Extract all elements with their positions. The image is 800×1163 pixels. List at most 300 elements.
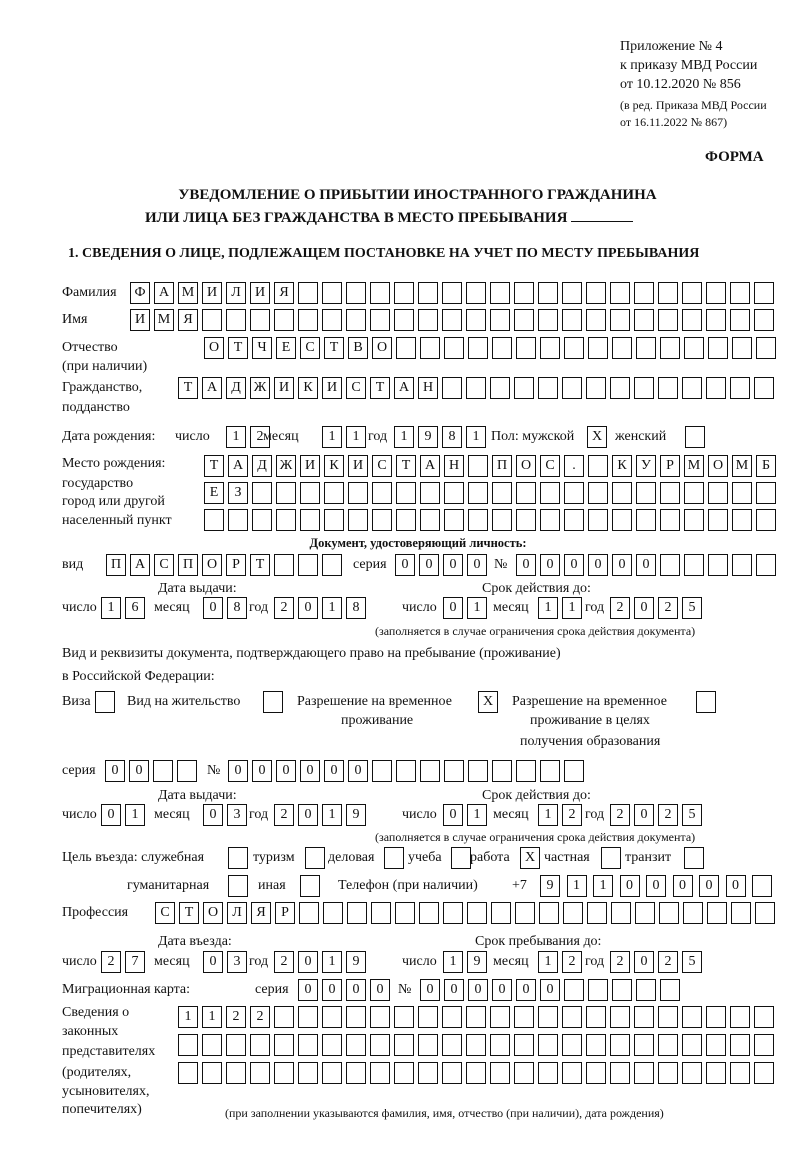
cell-profession[interactable]: Я — [251, 902, 271, 924]
cell-reps-3[interactable] — [538, 1062, 558, 1084]
cell-reps-2[interactable] — [538, 1034, 558, 1056]
cell-name[interactable] — [370, 309, 390, 331]
cell-stay-year[interactable]: 0 — [634, 951, 654, 973]
cell-reps-1[interactable] — [730, 1006, 750, 1028]
cell-doc-number[interactable] — [732, 554, 752, 576]
cell-birthplace-2[interactable] — [516, 482, 536, 504]
cell-name[interactable] — [346, 309, 366, 331]
cell-entry-year[interactable]: 0 — [298, 951, 318, 973]
cell-reps-2[interactable] — [226, 1034, 246, 1056]
cell-surname[interactable] — [730, 282, 750, 304]
cell-citizenship[interactable] — [466, 377, 486, 399]
cell-stay-year[interactable]: 5 — [682, 951, 702, 973]
cell-surname[interactable] — [346, 282, 366, 304]
checkbox-purpose-humanitarian[interactable] — [228, 875, 248, 897]
cell-reps-2[interactable] — [562, 1034, 582, 1056]
cell-reps-1[interactable] — [274, 1006, 294, 1028]
cell-patronymic[interactable] — [612, 337, 632, 359]
cell-stay-day[interactable]: 9 — [467, 951, 487, 973]
cell-doc-number[interactable]: 0 — [588, 554, 608, 576]
cell-patronymic[interactable] — [468, 337, 488, 359]
cell-birth-year[interactable]: 8 — [442, 426, 462, 448]
cell-name[interactable] — [706, 309, 726, 331]
cell-reps-3[interactable] — [754, 1062, 774, 1084]
cell-doc-type[interactable]: А — [130, 554, 150, 576]
cell-reps-3[interactable] — [466, 1062, 486, 1084]
cell-citizenship[interactable] — [586, 377, 606, 399]
cell-birthplace-2[interactable] — [468, 482, 488, 504]
cell-reps-2[interactable] — [466, 1034, 486, 1056]
cell-name[interactable] — [658, 309, 678, 331]
cell-birthplace-1[interactable]: Ж — [276, 455, 296, 477]
cell-permit-valid-month[interactable]: 1 — [538, 804, 558, 826]
cell-permit-valid-year[interactable]: 5 — [682, 804, 702, 826]
cell-surname[interactable] — [586, 282, 606, 304]
cell-birthplace-1[interactable]: А — [228, 455, 248, 477]
cell-citizenship[interactable] — [658, 377, 678, 399]
cell-surname[interactable] — [754, 282, 774, 304]
cell-patronymic[interactable] — [444, 337, 464, 359]
cell-profession[interactable] — [467, 902, 487, 924]
cell-reps-2[interactable] — [730, 1034, 750, 1056]
cell-reps-2[interactable] — [298, 1034, 318, 1056]
cell-permit-number[interactable] — [540, 760, 560, 782]
cell-citizenship[interactable] — [514, 377, 534, 399]
cell-reps-3[interactable] — [562, 1062, 582, 1084]
cell-profession[interactable]: Т — [179, 902, 199, 924]
cell-reps-2[interactable] — [610, 1034, 630, 1056]
cell-doc-type[interactable] — [298, 554, 318, 576]
cell-phone[interactable]: 1 — [567, 875, 587, 897]
cell-reps-2[interactable] — [202, 1034, 222, 1056]
cell-citizenship[interactable]: Н — [418, 377, 438, 399]
cell-doc-issue-month[interactable]: 8 — [227, 597, 247, 619]
cell-birthplace-3[interactable] — [276, 509, 296, 531]
cell-surname[interactable] — [706, 282, 726, 304]
cell-birthplace-2[interactable] — [444, 482, 464, 504]
cell-permit-number[interactable] — [396, 760, 416, 782]
cell-name[interactable] — [610, 309, 630, 331]
cell-reps-2[interactable] — [586, 1034, 606, 1056]
cell-birthplace-1[interactable]: М — [732, 455, 752, 477]
cell-migration-series[interactable]: 0 — [370, 979, 390, 1001]
cell-reps-2[interactable] — [418, 1034, 438, 1056]
checkbox-purpose-service[interactable] — [228, 847, 248, 869]
cell-patronymic[interactable]: Ч — [252, 337, 272, 359]
cell-profession[interactable] — [539, 902, 559, 924]
cell-profession[interactable]: Р — [275, 902, 295, 924]
cell-reps-1[interactable] — [298, 1006, 318, 1028]
cell-profession[interactable] — [299, 902, 319, 924]
cell-birthplace-3[interactable] — [636, 509, 656, 531]
cell-birthplace-2[interactable] — [420, 482, 440, 504]
cell-doc-number[interactable] — [660, 554, 680, 576]
cell-doc-number[interactable]: 0 — [516, 554, 536, 576]
cell-doc-series[interactable]: 0 — [419, 554, 439, 576]
cell-surname[interactable] — [490, 282, 510, 304]
cell-birthplace-1[interactable]: О — [708, 455, 728, 477]
cell-migration-number[interactable]: 0 — [444, 979, 464, 1001]
cell-reps-3[interactable] — [394, 1062, 414, 1084]
cell-name[interactable] — [442, 309, 462, 331]
cell-surname[interactable] — [370, 282, 390, 304]
cell-reps-3[interactable] — [658, 1062, 678, 1084]
cell-profession[interactable] — [563, 902, 583, 924]
cell-migration-number[interactable] — [588, 979, 608, 1001]
cell-doc-number[interactable]: 0 — [636, 554, 656, 576]
cell-permit-number[interactable] — [420, 760, 440, 782]
cell-birthplace-3[interactable] — [588, 509, 608, 531]
cell-permit-issue-day[interactable]: 0 — [101, 804, 121, 826]
cell-permit-issue-month[interactable]: 0 — [203, 804, 223, 826]
cell-profession[interactable] — [755, 902, 775, 924]
cell-patronymic[interactable]: О — [204, 337, 224, 359]
cell-phone[interactable]: 0 — [620, 875, 640, 897]
cell-profession[interactable] — [347, 902, 367, 924]
cell-surname[interactable]: А — [154, 282, 174, 304]
cell-surname[interactable]: Ф — [130, 282, 150, 304]
cell-citizenship[interactable]: С — [346, 377, 366, 399]
cell-reps-2[interactable] — [490, 1034, 510, 1056]
cell-reps-2[interactable] — [370, 1034, 390, 1056]
cell-reps-2[interactable] — [514, 1034, 534, 1056]
cell-patronymic[interactable] — [660, 337, 680, 359]
cell-citizenship[interactable] — [634, 377, 654, 399]
cell-birthplace-1[interactable] — [588, 455, 608, 477]
cell-surname[interactable]: Я — [274, 282, 294, 304]
checkbox-permit-visa[interactable] — [95, 691, 115, 713]
cell-phone[interactable]: 1 — [593, 875, 613, 897]
cell-phone[interactable]: 9 — [540, 875, 560, 897]
cell-birthplace-3[interactable] — [660, 509, 680, 531]
cell-patronymic[interactable] — [516, 337, 536, 359]
cell-reps-3[interactable] — [514, 1062, 534, 1084]
cell-birthplace-2[interactable] — [588, 482, 608, 504]
checkbox-permit-temp-edu[interactable] — [696, 691, 716, 713]
cell-reps-3[interactable] — [274, 1062, 294, 1084]
cell-reps-1[interactable] — [490, 1006, 510, 1028]
cell-profession[interactable] — [611, 902, 631, 924]
cell-surname[interactable] — [298, 282, 318, 304]
cell-migration-number[interactable]: 0 — [492, 979, 512, 1001]
cell-birthplace-2[interactable] — [276, 482, 296, 504]
cell-citizenship[interactable] — [730, 377, 750, 399]
cell-birthplace-1[interactable]: С — [540, 455, 560, 477]
cell-birthplace-1[interactable]: С — [372, 455, 392, 477]
cell-migration-number[interactable] — [636, 979, 656, 1001]
cell-surname[interactable] — [682, 282, 702, 304]
cell-name[interactable] — [538, 309, 558, 331]
cell-reps-1[interactable]: 2 — [226, 1006, 246, 1028]
cell-name[interactable] — [466, 309, 486, 331]
cell-reps-3[interactable] — [346, 1062, 366, 1084]
cell-reps-1[interactable] — [538, 1006, 558, 1028]
cell-citizenship[interactable]: Т — [370, 377, 390, 399]
cell-permit-number[interactable]: 0 — [228, 760, 248, 782]
cell-citizenship[interactable] — [562, 377, 582, 399]
cell-surname[interactable] — [610, 282, 630, 304]
cell-name[interactable] — [322, 309, 342, 331]
cell-doc-valid-year[interactable]: 0 — [634, 597, 654, 619]
cell-patronymic[interactable] — [636, 337, 656, 359]
cell-citizenship[interactable]: А — [394, 377, 414, 399]
cell-doc-valid-day[interactable]: 0 — [443, 597, 463, 619]
cell-patronymic[interactable]: О — [372, 337, 392, 359]
cell-reps-3[interactable] — [226, 1062, 246, 1084]
cell-birthplace-3[interactable] — [396, 509, 416, 531]
cell-birthplace-1[interactable]: Т — [204, 455, 224, 477]
checkbox-purpose-transit[interactable] — [684, 847, 704, 869]
cell-citizenship[interactable] — [490, 377, 510, 399]
cell-name[interactable] — [682, 309, 702, 331]
cell-profession[interactable] — [491, 902, 511, 924]
cell-permit-valid-day[interactable]: 0 — [443, 804, 463, 826]
cell-migration-series[interactable]: 0 — [346, 979, 366, 1001]
cell-reps-3[interactable] — [706, 1062, 726, 1084]
cell-reps-1[interactable] — [466, 1006, 486, 1028]
cell-reps-3[interactable] — [250, 1062, 270, 1084]
cell-birthplace-2[interactable] — [708, 482, 728, 504]
cell-reps-1[interactable] — [586, 1006, 606, 1028]
cell-birthplace-2[interactable] — [492, 482, 512, 504]
cell-patronymic[interactable] — [420, 337, 440, 359]
cell-birthplace-1[interactable]: И — [348, 455, 368, 477]
cell-patronymic[interactable]: С — [300, 337, 320, 359]
cell-phone[interactable]: 0 — [646, 875, 666, 897]
cell-profession[interactable] — [707, 902, 727, 924]
cell-birthplace-1[interactable]: Р — [660, 455, 680, 477]
cell-patronymic[interactable] — [708, 337, 728, 359]
cell-permit-series[interactable]: 0 — [105, 760, 125, 782]
cell-doc-valid-year[interactable]: 2 — [658, 597, 678, 619]
cell-reps-3[interactable] — [682, 1062, 702, 1084]
cell-permit-number[interactable] — [468, 760, 488, 782]
cell-reps-1[interactable] — [346, 1006, 366, 1028]
cell-entry-year[interactable]: 9 — [346, 951, 366, 973]
cell-birthplace-3[interactable] — [516, 509, 536, 531]
cell-name[interactable] — [634, 309, 654, 331]
cell-reps-2[interactable] — [682, 1034, 702, 1056]
cell-phone[interactable] — [752, 875, 772, 897]
cell-surname[interactable] — [538, 282, 558, 304]
cell-migration-number[interactable]: 0 — [540, 979, 560, 1001]
cell-reps-1[interactable] — [370, 1006, 390, 1028]
cell-birthplace-2[interactable] — [636, 482, 656, 504]
cell-profession[interactable] — [443, 902, 463, 924]
cell-doc-valid-day[interactable]: 1 — [467, 597, 487, 619]
cell-birthplace-1[interactable]: . — [564, 455, 584, 477]
cell-profession[interactable] — [683, 902, 703, 924]
cell-doc-series[interactable]: 0 — [443, 554, 463, 576]
cell-name[interactable] — [730, 309, 750, 331]
cell-birthplace-1[interactable]: Т — [396, 455, 416, 477]
cell-birthplace-3[interactable] — [372, 509, 392, 531]
checkbox-purpose-tourism[interactable] — [305, 847, 325, 869]
checkbox-permit-temp[interactable]: X — [478, 691, 498, 713]
cell-patronymic[interactable] — [492, 337, 512, 359]
cell-surname[interactable] — [658, 282, 678, 304]
cell-birthplace-3[interactable] — [252, 509, 272, 531]
cell-profession[interactable] — [635, 902, 655, 924]
cell-birthplace-3[interactable] — [348, 509, 368, 531]
cell-birthplace-1[interactable]: К — [324, 455, 344, 477]
cell-birthplace-2[interactable] — [324, 482, 344, 504]
cell-citizenship[interactable] — [610, 377, 630, 399]
cell-surname[interactable] — [442, 282, 462, 304]
cell-permit-issue-day[interactable]: 1 — [125, 804, 145, 826]
cell-doc-type[interactable]: Т — [250, 554, 270, 576]
cell-birth-year[interactable]: 1 — [466, 426, 486, 448]
cell-birthplace-3[interactable] — [324, 509, 344, 531]
cell-stay-month[interactable]: 2 — [562, 951, 582, 973]
cell-birth-day[interactable]: 2 — [250, 426, 270, 448]
cell-phone[interactable]: 0 — [699, 875, 719, 897]
cell-permit-number[interactable]: 0 — [276, 760, 296, 782]
cell-birthplace-3[interactable] — [420, 509, 440, 531]
cell-reps-3[interactable] — [322, 1062, 342, 1084]
cell-birthplace-1[interactable]: П — [492, 455, 512, 477]
cell-permit-series[interactable] — [153, 760, 173, 782]
cell-birthplace-2[interactable] — [684, 482, 704, 504]
cell-doc-number[interactable]: 0 — [540, 554, 560, 576]
cell-name[interactable] — [418, 309, 438, 331]
cell-name[interactable] — [226, 309, 246, 331]
cell-reps-2[interactable] — [346, 1034, 366, 1056]
cell-citizenship[interactable] — [442, 377, 462, 399]
cell-permit-number[interactable]: 0 — [324, 760, 344, 782]
cell-birthplace-1[interactable]: К — [612, 455, 632, 477]
cell-doc-issue-year[interactable]: 2 — [274, 597, 294, 619]
cell-reps-2[interactable] — [178, 1034, 198, 1056]
cell-entry-month[interactable]: 0 — [203, 951, 223, 973]
cell-citizenship[interactable]: А — [202, 377, 222, 399]
cell-birthplace-1[interactable]: А — [420, 455, 440, 477]
checkbox-purpose-business[interactable] — [384, 847, 404, 869]
cell-migration-number[interactable]: 0 — [516, 979, 536, 1001]
cell-surname[interactable]: Л — [226, 282, 246, 304]
cell-patronymic[interactable]: Т — [228, 337, 248, 359]
cell-migration-series[interactable]: 0 — [322, 979, 342, 1001]
cell-profession[interactable] — [659, 902, 679, 924]
cell-reps-1[interactable]: 1 — [178, 1006, 198, 1028]
cell-patronymic[interactable] — [588, 337, 608, 359]
cell-name[interactable]: И — [130, 309, 150, 331]
cell-birthplace-2[interactable] — [612, 482, 632, 504]
cell-profession[interactable] — [515, 902, 535, 924]
cell-citizenship[interactable] — [754, 377, 774, 399]
cell-name[interactable] — [274, 309, 294, 331]
cell-profession[interactable]: Л — [227, 902, 247, 924]
cell-profession[interactable] — [731, 902, 751, 924]
cell-reps-2[interactable] — [658, 1034, 678, 1056]
cell-patronymic[interactable] — [540, 337, 560, 359]
cell-doc-type[interactable] — [322, 554, 342, 576]
cell-phone[interactable]: 0 — [673, 875, 693, 897]
checkbox-permit-residence[interactable] — [263, 691, 283, 713]
cell-citizenship[interactable]: К — [298, 377, 318, 399]
cell-profession[interactable] — [371, 902, 391, 924]
cell-permit-issue-year[interactable]: 0 — [298, 804, 318, 826]
cell-reps-2[interactable] — [706, 1034, 726, 1056]
cell-doc-type[interactable] — [274, 554, 294, 576]
cell-reps-2[interactable] — [442, 1034, 462, 1056]
cell-profession[interactable]: О — [203, 902, 223, 924]
cell-birthplace-2[interactable] — [300, 482, 320, 504]
cell-permit-valid-year[interactable]: 2 — [610, 804, 630, 826]
checkbox-purpose-other[interactable] — [300, 875, 320, 897]
cell-birthplace-1[interactable]: Б — [756, 455, 776, 477]
cell-migration-number[interactable]: 0 — [468, 979, 488, 1001]
cell-name[interactable] — [562, 309, 582, 331]
cell-permit-number[interactable] — [444, 760, 464, 782]
cell-reps-3[interactable] — [370, 1062, 390, 1084]
cell-name[interactable] — [754, 309, 774, 331]
cell-birthplace-3[interactable] — [684, 509, 704, 531]
cell-patronymic[interactable]: Е — [276, 337, 296, 359]
cell-migration-number[interactable] — [612, 979, 632, 1001]
cell-reps-1[interactable] — [442, 1006, 462, 1028]
cell-migration-number[interactable] — [660, 979, 680, 1001]
cell-patronymic[interactable] — [684, 337, 704, 359]
cell-birthplace-3[interactable] — [492, 509, 512, 531]
cell-patronymic[interactable] — [756, 337, 776, 359]
cell-birthplace-1[interactable]: У — [636, 455, 656, 477]
cell-reps-1[interactable] — [322, 1006, 342, 1028]
cell-permit-issue-year[interactable]: 9 — [346, 804, 366, 826]
cell-entry-year[interactable]: 1 — [322, 951, 342, 973]
cell-reps-2[interactable] — [754, 1034, 774, 1056]
cell-citizenship[interactable] — [682, 377, 702, 399]
cell-permit-number[interactable] — [372, 760, 392, 782]
cell-migration-number[interactable] — [564, 979, 584, 1001]
cell-permit-valid-year[interactable]: 2 — [658, 804, 678, 826]
cell-permit-number[interactable]: 0 — [252, 760, 272, 782]
cell-citizenship[interactable]: Ж — [250, 377, 270, 399]
cell-patronymic[interactable] — [564, 337, 584, 359]
cell-permit-number[interactable] — [516, 760, 536, 782]
cell-birthplace-3[interactable] — [756, 509, 776, 531]
cell-citizenship[interactable]: Т — [178, 377, 198, 399]
cell-birthplace-3[interactable] — [204, 509, 224, 531]
cell-permit-issue-month[interactable]: 3 — [227, 804, 247, 826]
cell-birth-month[interactable]: 1 — [322, 426, 342, 448]
cell-profession[interactable]: С — [155, 902, 175, 924]
cell-doc-issue-day[interactable]: 6 — [125, 597, 145, 619]
cell-doc-number[interactable] — [684, 554, 704, 576]
cell-phone[interactable]: 0 — [726, 875, 746, 897]
cell-entry-day[interactable]: 2 — [101, 951, 121, 973]
checkbox-gender-male[interactable]: X — [587, 426, 607, 448]
cell-reps-3[interactable] — [586, 1062, 606, 1084]
cell-stay-year[interactable]: 2 — [658, 951, 678, 973]
cell-birthplace-2[interactable]: З — [228, 482, 248, 504]
cell-doc-valid-month[interactable]: 1 — [562, 597, 582, 619]
cell-birthplace-3[interactable] — [300, 509, 320, 531]
cell-reps-3[interactable] — [298, 1062, 318, 1084]
cell-name[interactable]: М — [154, 309, 174, 331]
cell-permit-number[interactable] — [564, 760, 584, 782]
cell-doc-valid-year[interactable]: 5 — [682, 597, 702, 619]
cell-birth-month[interactable]: 1 — [346, 426, 366, 448]
cell-profession[interactable] — [323, 902, 343, 924]
cell-patronymic[interactable]: Т — [324, 337, 344, 359]
cell-stay-day[interactable]: 1 — [443, 951, 463, 973]
cell-name[interactable] — [202, 309, 222, 331]
cell-reps-1[interactable]: 1 — [202, 1006, 222, 1028]
cell-reps-2[interactable] — [322, 1034, 342, 1056]
cell-reps-1[interactable] — [610, 1006, 630, 1028]
cell-migration-number[interactable]: 0 — [420, 979, 440, 1001]
